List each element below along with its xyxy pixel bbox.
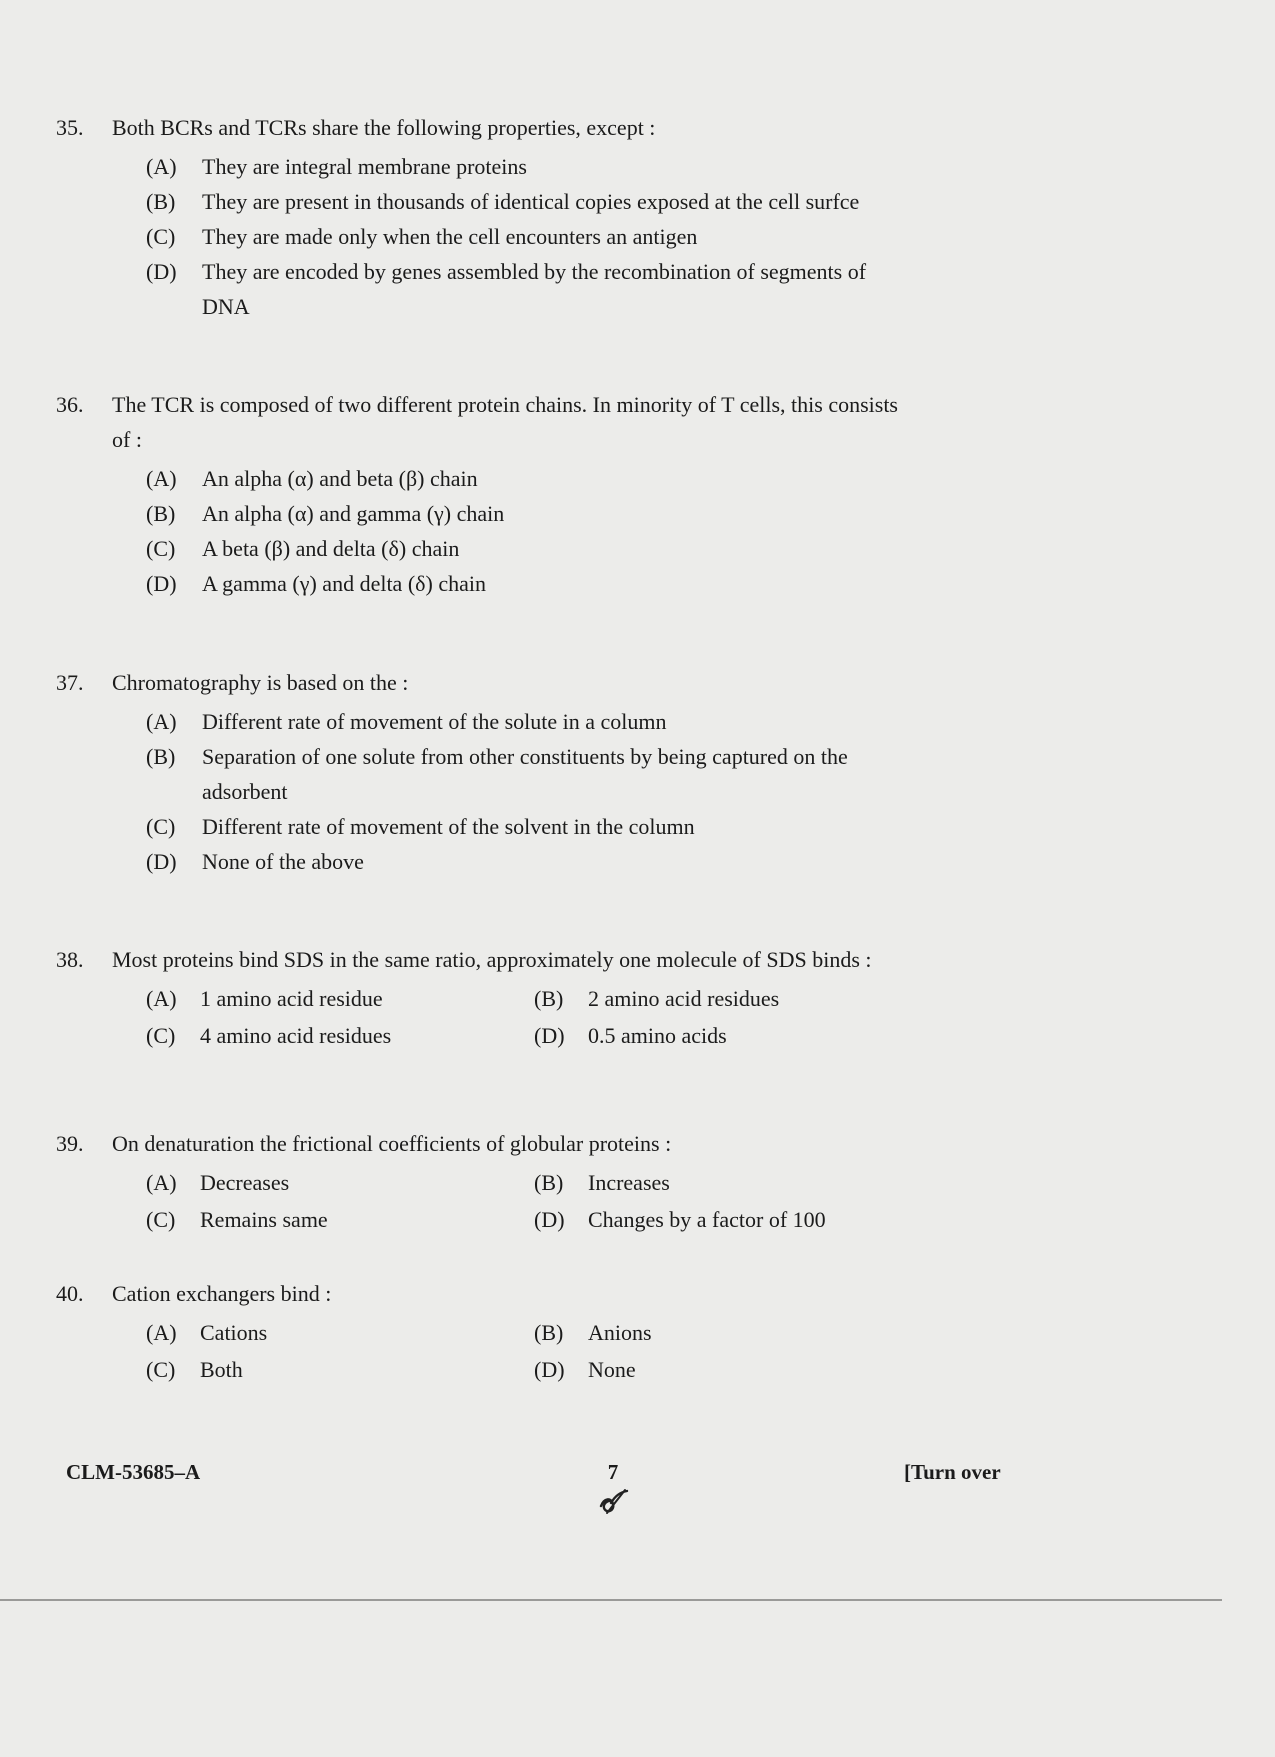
- option-c: (C) Different rate of movement of the solvent in the column: [146, 814, 695, 839]
- option-d: (D) They are encoded by genes assembled by the recombination of segments of DNA: [146, 259, 867, 319]
- question-stem: Most proteins bind SDS in the same ratio, approximately one molecule of SDS binds :: [112, 947, 872, 972]
- option-a: (A) They are integral membrane proteins: [146, 154, 527, 179]
- option-a: (A) Different rate of movement of the solute in a column: [146, 709, 667, 734]
- option-b: (B) Separation of one solute from other constituents by being captured on the adsorbent: [146, 744, 848, 804]
- question-stem: On denaturation the frictional coefficients of globular proteins :: [112, 1131, 672, 1156]
- question-38: 38. Most proteins bind SDS in the same ratio, approximately one molecule of SDS binds : (A) 1 amino acid residue (B) 2 amino acid residues (C) 4 amino acid residues (D) 0.5 amino acids: [56, 942, 916, 1055]
- question-number: 37.: [56, 670, 84, 695]
- question-35: [56, 110, 916, 324]
- bottom-rule: [0, 1599, 1222, 1601]
- option-b: (B) An alpha (α) and gamma (γ) chain: [146, 501, 505, 526]
- question-40: 40. Cation exchangers bind : (A) Cations (B) Anions (C) Both (D) None: [56, 1276, 916, 1389]
- turn-over-label: [Turn over: [904, 1460, 1001, 1484]
- question-36: [56, 387, 916, 601]
- question-number: 36.: [56, 392, 84, 417]
- option-d: (D) None of the above: [146, 849, 364, 874]
- question-number: 38.: [56, 947, 84, 972]
- booklet-code: CLM-53685–A: [66, 1460, 201, 1484]
- question-stem: Cation exchangers bind :: [112, 1281, 332, 1306]
- question-stem: The TCR is composed of two different protein chains. In minority of T cells, this consists of :: [112, 392, 898, 452]
- question-number: 40.: [56, 1281, 84, 1306]
- question-number: 35.: [56, 115, 84, 140]
- question-stem: Both BCRs and TCRs share the following properties, except :: [112, 115, 656, 140]
- question-37: [56, 665, 916, 879]
- option-b: (B) They are present in thousands of identical copies exposed at the cell surfce: [146, 189, 860, 214]
- question-number: 39.: [56, 1131, 84, 1156]
- question-39: 39. On denaturation the frictional coefficients of globular proteins : (A) Decreases (B) Increases (C) Remains same (D) Changes by a factor of 100: [56, 1126, 916, 1239]
- question-stem: Chromatography is based on the :: [112, 670, 409, 695]
- option-d: (D) A gamma (γ) and delta (δ) chain: [146, 571, 486, 596]
- option-c: (C) A beta (β) and delta (δ) chain: [146, 536, 460, 561]
- handwritten-page-mark-icon: [597, 1484, 631, 1518]
- option-a: (A) An alpha (α) and beta (β) chain: [146, 466, 478, 491]
- option-c: (C) They are made only when the cell encounters an antigen: [146, 224, 698, 249]
- page-number: 7: [607, 1460, 619, 1484]
